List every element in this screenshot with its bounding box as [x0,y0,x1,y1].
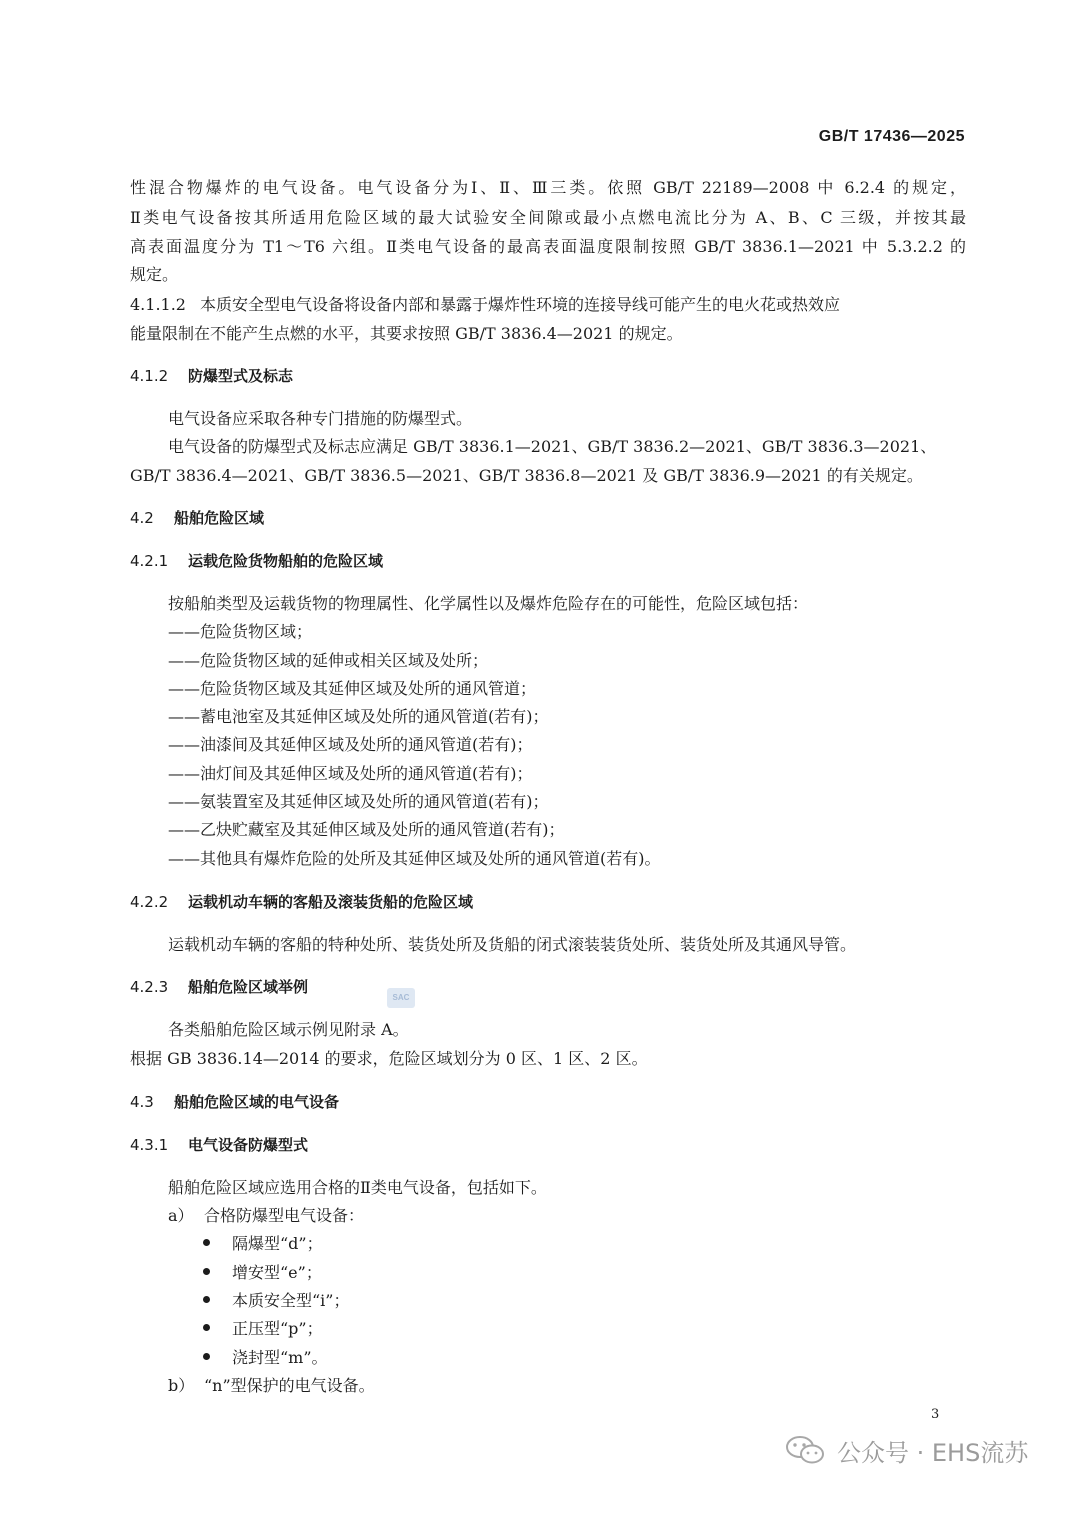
list-item: ——氨装置室及其延伸区域及处所的通风管道(若有)； [168,792,549,811]
heading-number: 4.2 [130,509,154,527]
heading-title: 船舶危险区域举例 [188,978,309,996]
heading-number: 4.3 [130,1093,154,1111]
bullet-icon [203,1296,210,1303]
heading-422 [130,892,473,912]
paragraph: GB/T 3836.4—2021、GB/T 3836.5—2021、GB/T 3836.8—2021 及 GB/T 3836.9—2021 的有关规定。 [130,466,923,485]
heading-431 [130,1135,308,1155]
bullet-text: 隔爆型“d”； [232,1234,323,1253]
heading-423 [130,977,308,997]
list-item: ——危险货物区域及其延伸区域及处所的通风管道； [168,679,537,698]
sub-item-text: 合格防爆型电气设备： [204,1206,365,1225]
paragraph: 船舶危险区域应选用合格的Ⅱ类电气设备，包括如下。 [168,1178,547,1197]
clause-4112-line-1 [130,295,840,315]
bullet-text: 增安型“e”； [232,1263,322,1282]
sub-item-b [168,1376,375,1396]
heading-title: 运载机动车辆的客船及滚装货船的危险区域 [188,893,474,911]
bullet-icon [203,1239,210,1246]
paragraph: 根据 GB 3836.14—2014 的要求，危险区域划分为 0 区、1 区、2 区。 [130,1049,648,1068]
watermark-text: 公众号 · EHS流苏 [837,1438,1029,1467]
paragraph: 电气设备应采取各种专门措施的防爆型式。 [168,409,473,428]
clause-number: 4.1.1.2 [130,295,186,314]
heading-412 [130,366,293,386]
bullet-text: 正压型“p”； [232,1319,323,1338]
heading-number: 4.1.2 [130,367,169,385]
heading-title: 电气设备防爆型式 [188,1136,309,1154]
intro-line-2: Ⅱ类电气设备按其所适用危险区域的最大试验安全间隙或最小点燃电流比分为 A、B、C 三级，并按其最 [130,208,966,227]
heading-421 [130,551,383,571]
paragraph: 按船舶类型及运载货物的物理属性、化学属性以及爆炸危险存在的可能性，危险区域包括： [168,594,809,613]
heading-title: 船舶危险区域的电气设备 [174,1093,340,1111]
bullet-text: 浇封型“m”。 [232,1348,328,1367]
heading-title: 运载危险货物船舶的危险区域 [188,552,384,570]
intro-line-4: 规定。 [130,265,179,284]
bullet-icon [203,1268,210,1275]
watermark [785,1430,1028,1470]
clause-text: 本质安全型电气设备将设备内部和暴露于爆炸性环境的连接导线可能产生的电火花或热效应 [200,295,841,314]
bullet-text: 本质安全型“i”； [232,1291,350,1310]
bullet-icon [203,1324,210,1331]
sub-item-label: a） [168,1206,194,1225]
heading-number: 4.2.2 [130,893,169,911]
bullet-item [203,1263,322,1283]
paragraph: 运载机动车辆的客船的特种处所、装货处所及货船的闭式滚装装货处所、装货处所及其通风导管。 [168,935,857,954]
page-number: 3 [931,1407,940,1422]
intro-line-1: 性混合物爆炸的电气设备。电气设备分为Ⅰ、Ⅱ、Ⅲ三类。依照 GB/T 22189—2008 中 6.2.4 的规定， [130,178,966,197]
bullet-item [203,1234,323,1254]
sub-item-label: b） [168,1376,195,1395]
sub-item-text: “n”型保护的电气设备。 [204,1376,375,1395]
bullet-item [203,1291,349,1311]
intro-line-3: 高表面温度分为 T1～T6 六组。Ⅱ类电气设备的最高表面温度限制按照 GB/T 3836.1—2021 中 5.3.2.2 的 [130,237,966,256]
list-item: ——油漆间及其延伸区域及处所的通风管道(若有)； [168,735,533,754]
heading-number: 4.2.3 [130,978,169,996]
list-item: ——其他具有爆炸危险的处所及其延伸区域及处所的通风管道(若有)。 [168,849,661,868]
list-item: ——乙炔贮藏室及其延伸区域及处所的通风管道(若有)； [168,820,565,839]
sac-stamp: SAC [387,988,415,1008]
bullet-icon [203,1353,210,1360]
heading-number: 4.2.1 [130,552,169,570]
wechat-icon [785,1434,825,1466]
list-item: ——油灯间及其延伸区域及处所的通风管道(若有)； [168,764,533,783]
paragraph: 电气设备的防爆型式及标志应满足 GB/T 3836.1—2021、GB/T 3836.2—2021、GB/T 3836.3—2021、 [168,437,937,456]
bullet-item [203,1348,328,1368]
heading-42 [130,508,264,528]
paragraph: 各类船舶危险区域示例见附录 A。 [168,1020,409,1039]
heading-43 [130,1092,339,1112]
bullet-item [203,1319,323,1339]
heading-title: 防爆型式及标志 [188,367,294,385]
list-item: ——危险货物区域的延伸或相关区域及处所； [168,651,489,670]
standard-number: GB/T 17436—2025 [818,128,965,145]
heading-number: 4.3.1 [130,1136,169,1154]
list-item: ——蓄电池室及其延伸区域及处所的通风管道(若有)； [168,707,549,726]
sub-item-a [168,1206,364,1226]
heading-title: 船舶危险区域 [174,509,265,527]
list-item: ——危险货物区域； [168,622,313,641]
clause-4112-line-2: 能量限制在不能产生点燃的水平，其要求按照 GB/T 3836.4—2021 的规定。 [130,324,683,343]
